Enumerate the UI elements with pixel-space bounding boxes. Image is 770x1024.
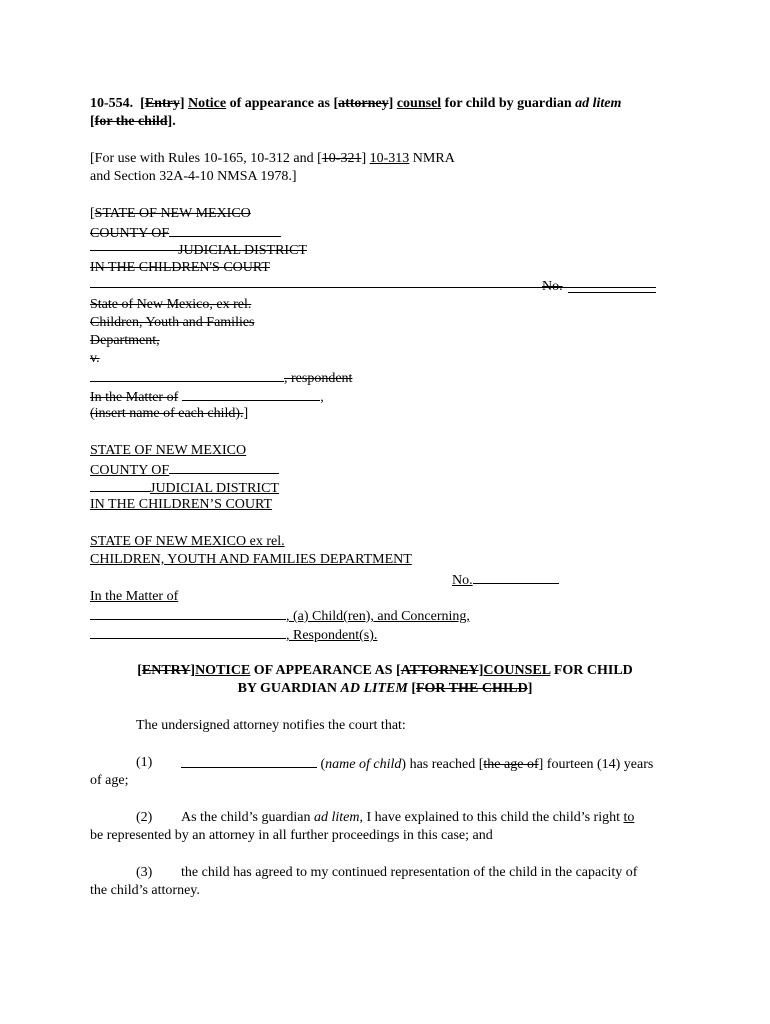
- old-matter: In the Matter of: [90, 390, 179, 405]
- old-no: No.: [542, 279, 563, 294]
- old-county: COUNTY OF: [90, 226, 170, 241]
- p3-number: (3): [136, 865, 153, 880]
- new-no-blank: [473, 571, 559, 584]
- child-name-field[interactable]: [181, 755, 317, 768]
- p1-name-of-child: name of child: [325, 757, 402, 772]
- new-caption-state-rel: [90, 534, 285, 550]
- title-ad-litem: AD LITEM: [340, 681, 408, 696]
- respondent-blank: [90, 369, 284, 382]
- paragraph-3-num: [136, 865, 152, 881]
- p2-ad-litem: ad litem: [313, 810, 360, 825]
- new-no: No.: [452, 573, 473, 588]
- usage-text: For use with Rules 10-165, 10-312 and: [94, 151, 314, 166]
- old-caption-insert-name: (insert name of each child).]: [90, 406, 249, 421]
- p2-text-b: , I have explained to this child the child’s right: [359, 810, 620, 825]
- old-caption-respondent: [90, 369, 352, 387]
- old-caption-state-rel: [90, 297, 251, 313]
- form-title-line2: BY GUARDIAN AD LITEM [FOR THE CHILD]: [237, 681, 533, 696]
- old-caption-cyfd2: [90, 333, 160, 349]
- new-caption-county: [90, 461, 279, 479]
- deleted-rule: 10-321: [321, 151, 362, 166]
- paragraph-3-line2: [90, 883, 200, 899]
- added-notice: Notice: [188, 96, 227, 111]
- paragraph-2-line1: [181, 810, 634, 826]
- old-caption-cyfd1: [90, 315, 255, 331]
- new-caption-court: [90, 497, 272, 513]
- new-district-blank: [90, 479, 150, 492]
- usage-note-line2: and Section 32A-4-10 NMSA 1978.]: [90, 169, 297, 184]
- usage-text-2: and Section 32A-4-10 NMSA 1978.: [90, 169, 292, 184]
- new-caption-no: [452, 571, 559, 589]
- old-no-blank: [568, 292, 656, 293]
- old-insert-name: (insert name of each child).: [90, 406, 244, 421]
- old-state: STATE OF NEW MEXICO: [94, 206, 251, 221]
- old-comma: ,: [320, 390, 324, 405]
- title-deleted-attorney: ATTORNEY: [400, 663, 479, 678]
- p1-deleted-age: the age of: [483, 757, 539, 772]
- new-district: JUDICIAL DISTRICT: [150, 481, 279, 496]
- p2-line2: be represented by an attorney in all further proceedings in this case; and: [90, 828, 493, 843]
- old-court: IN THE CHILDREN'S COURT: [90, 260, 270, 275]
- old-state-rel: State of New Mexico, ex rel.: [90, 297, 252, 312]
- paragraph-2-line2: [90, 828, 493, 844]
- new-caption-district: [90, 479, 279, 497]
- added-counsel: counsel: [396, 96, 442, 111]
- old-cyfd2: Department,: [90, 333, 160, 348]
- paragraph-2-num: [136, 810, 152, 826]
- deleted-for-the-child: for the child: [94, 114, 168, 129]
- p2-text: As the child’s guardian: [181, 810, 311, 825]
- deleted-attorney: attorney: [338, 96, 389, 111]
- title-for-child: FOR CHILD: [553, 663, 633, 678]
- child-name-blank: [90, 607, 286, 620]
- intro-text: The undersigned attorney notifies the court that:: [136, 718, 406, 733]
- district-blank: [90, 242, 178, 254]
- paragraph-3-line1: [181, 865, 637, 881]
- old-cyfd1: Children, Youth and Families: [90, 315, 255, 330]
- p3-line1: the child has agreed to my continued representation of the child in the capacity of: [181, 865, 638, 880]
- old-district: JUDICIAL DISTRICT: [178, 243, 307, 258]
- county-blank: [169, 224, 281, 237]
- rule-heading: 10-554. [Entry] Notice of appearance as [attorney] counsel for child by guardian ad litem: [90, 96, 622, 111]
- new-caption-state: [90, 443, 246, 459]
- body-intro: [136, 718, 406, 734]
- old-caption-matter: [90, 388, 324, 406]
- old-caption-court: [90, 260, 270, 276]
- title-counsel: COUNSEL: [483, 663, 551, 678]
- p2-number: (2): [136, 810, 153, 825]
- matter-blank: [182, 388, 320, 401]
- old-caption-county: [90, 224, 281, 242]
- new-respondents: , Respondent(s).: [286, 628, 378, 643]
- rule-heading-line2: [for the child].: [90, 114, 176, 129]
- new-cyfd: CHILDREN, YOUTH AND FAMILIES DEPARTMENT: [90, 552, 412, 567]
- paragraph-1-line1: (name of child) has reached [the age of] fourteen (14) years: [181, 755, 653, 773]
- old-v: v.: [90, 351, 100, 366]
- usage-note-line1: [For use with Rules 10-165, 10-312 and [10-321] 10-313 NMRA: [90, 151, 455, 166]
- new-county-blank: [169, 461, 279, 474]
- new-state-rel: STATE OF NEW MEXICO ex rel.: [90, 534, 285, 549]
- heading-text: of appearance as: [229, 96, 330, 111]
- new-state: STATE OF NEW MEXICO: [90, 443, 247, 458]
- title-by-guardian: BY GUARDIAN: [237, 681, 338, 696]
- old-caption-no: [542, 279, 563, 295]
- p2-to: to: [623, 810, 635, 825]
- respondent-name-blank: [90, 626, 286, 639]
- old-caption-district: [90, 242, 307, 259]
- heading-text-2: for child by guardian: [444, 96, 572, 111]
- form-title-line1: [ENTRY]NOTICE OF APPEARANCE AS [ATTORNEY]COUNSEL FOR CHILD: [137, 663, 633, 678]
- added-rule: 10-313: [369, 151, 410, 166]
- p3-line2: the child’s attorney.: [90, 883, 200, 898]
- paragraph-1-line2: [90, 773, 128, 789]
- new-matter: In the Matter of: [90, 589, 179, 604]
- title-deleted-for-the-child: FOR THE CHILD: [415, 681, 528, 696]
- new-caption-children: [90, 607, 470, 625]
- new-children: , (a) Child(ren), and Concerning,: [286, 609, 470, 624]
- paragraph-1-num: [136, 755, 152, 771]
- new-court: IN THE CHILDREN’S COURT: [90, 497, 273, 512]
- old-caption-divider: [90, 287, 656, 288]
- p1-years: fourteen (14) years: [546, 757, 654, 772]
- title-text: OF APPEARANCE AS: [253, 663, 393, 678]
- p1-number: (1): [136, 755, 153, 770]
- title-notice: NOTICE: [195, 663, 251, 678]
- deleted-entry: Entry: [144, 96, 180, 111]
- ad-litem: ad litem: [575, 96, 622, 111]
- new-caption-respondents: [90, 626, 377, 644]
- usage-nmra: NMRA: [412, 151, 455, 166]
- title-deleted-entry: ENTRY: [141, 663, 191, 678]
- rule-number: 10-554.: [90, 96, 134, 111]
- p1-text: has reached: [409, 757, 476, 772]
- old-caption-state: [STATE OF NEW MEXICO: [90, 206, 251, 221]
- new-caption-cyfd: [90, 552, 412, 568]
- old-respondent: , respondent: [284, 371, 353, 386]
- new-caption-matter: [90, 589, 178, 605]
- new-county: COUNTY OF: [90, 463, 170, 478]
- old-caption-v: [90, 351, 100, 367]
- p1-line2: of age;: [90, 773, 129, 788]
